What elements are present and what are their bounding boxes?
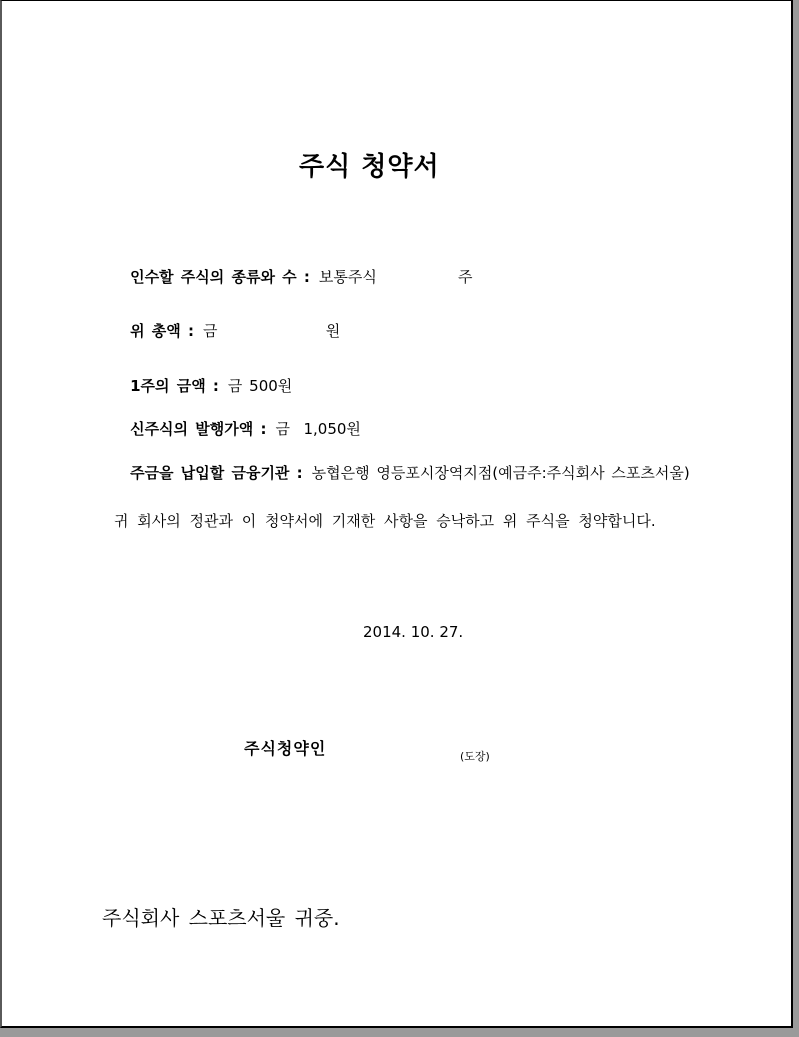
seal-placeholder: (도장) — [460, 750, 490, 763]
document-title: 주식 청약서 — [299, 152, 440, 182]
field-new-share-issue-price-value: 금 1,050원 — [275, 420, 361, 438]
field-payment-bank — [103, 444, 690, 501]
field-price-per-share-label: 1주의 금액 : — [130, 377, 219, 395]
subscriber-label: 주식청약인 — [244, 739, 327, 758]
field-share-type-label: 인수할 주식의 종류와 수 : — [130, 268, 310, 286]
field-share-type-and-count — [103, 248, 473, 305]
field-new-share-issue-price-label: 신주식의 발행가액 : — [130, 420, 267, 438]
field-total-amount — [103, 302, 340, 359]
document-date: 2014. 10. 27. — [363, 623, 464, 641]
addressee-line: 주식회사 스포츠서울 귀중. — [102, 906, 340, 930]
declaration-sentence: 귀 회사의 정관과 이 청약서에 기재한 사항을 승낙하고 위 주식을 청약합니다. — [114, 512, 656, 530]
field-total-amount-value: 금 원 — [203, 322, 341, 340]
field-total-amount-label: 위 총액 : — [130, 322, 194, 340]
field-price-per-share-value: 금 500원 — [227, 377, 293, 395]
field-payment-bank-label: 주금을 납입할 금융기관 : — [130, 464, 303, 482]
field-payment-bank-value: 농협은행 영등포시장역지점(예금주:주식회사 스포츠서울) — [311, 464, 690, 482]
field-share-type-value: 보통주식 주 — [318, 268, 473, 286]
